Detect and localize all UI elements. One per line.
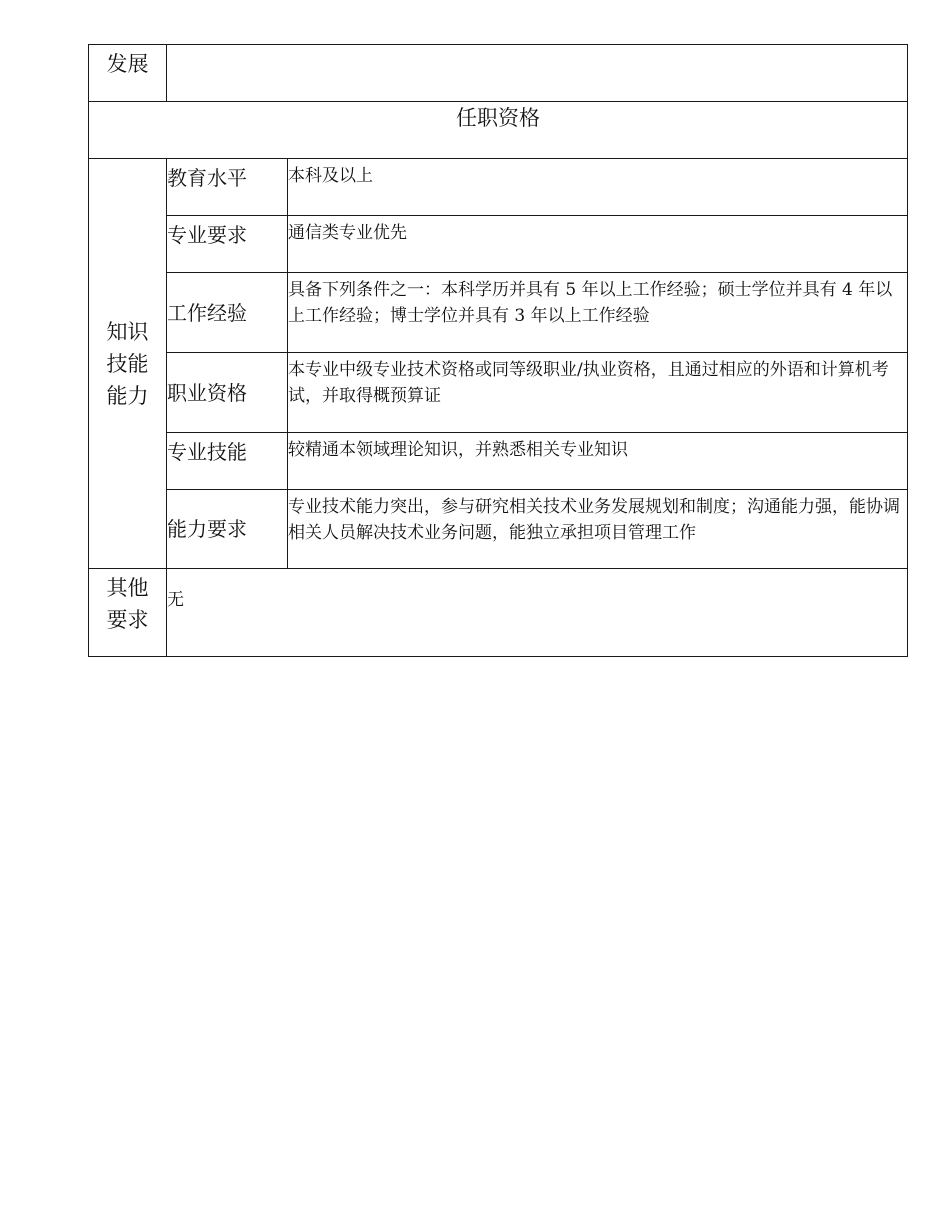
professional-skill-label: 专业技能 — [167, 433, 288, 490]
professional-skill-content: 较精通本领域理论知识，并熟悉相关专业知识 — [288, 433, 908, 490]
other-requirements-row — [89, 569, 908, 657]
education-content: 本科及以上 — [288, 159, 908, 216]
other-requirements-line: 要求 — [106, 608, 149, 632]
ability-requirement-label: 能力要求 — [167, 490, 288, 569]
table-row — [89, 433, 908, 490]
other-requirements-content: 无 — [167, 569, 908, 657]
section-title-row — [89, 102, 908, 159]
knowledge-group-line: 知识 — [106, 319, 149, 344]
development-row — [89, 45, 908, 102]
development-label-cell — [89, 45, 167, 102]
table-row — [89, 490, 908, 569]
development-label: 发展 — [106, 52, 149, 76]
knowledge-group-label — [89, 159, 167, 569]
section-title: 任职资格 — [89, 102, 908, 159]
table-row — [89, 273, 908, 353]
work-experience-content: 具备下列条件之一：本科学历并具有 5 年以上工作经验；硕士学位并具有 4 年以上工作经验；博士学位并具有 3 年以上工作经验 — [288, 273, 908, 353]
major-requirement-content: 通信类专业优先 — [288, 216, 908, 273]
development-content — [167, 45, 908, 102]
table-row — [89, 159, 908, 216]
work-experience-label: 工作经验 — [167, 273, 288, 353]
professional-qualification-content: 本专业中级专业技术资格或同等级职业/执业资格，且通过相应的外语和计算机考试，并取得概预算证 — [288, 353, 908, 433]
education-label: 教育水平 — [167, 159, 288, 216]
major-requirement-label: 专业要求 — [167, 216, 288, 273]
table-row — [89, 216, 908, 273]
qualification-table — [88, 44, 908, 657]
professional-qualification-label: 职业资格 — [167, 353, 288, 433]
other-requirements-label — [89, 569, 167, 657]
table-row — [89, 353, 908, 433]
knowledge-group-line: 技能 — [106, 351, 149, 376]
knowledge-group-line: 能力 — [106, 383, 149, 408]
other-requirements-line: 其他 — [106, 576, 149, 600]
ability-requirement-content: 专业技术能力突出，参与研究相关技术业务发展规划和制度；沟通能力强，能协调相关人员解决技术业务问题，能独立承担项目管理工作 — [288, 490, 908, 569]
